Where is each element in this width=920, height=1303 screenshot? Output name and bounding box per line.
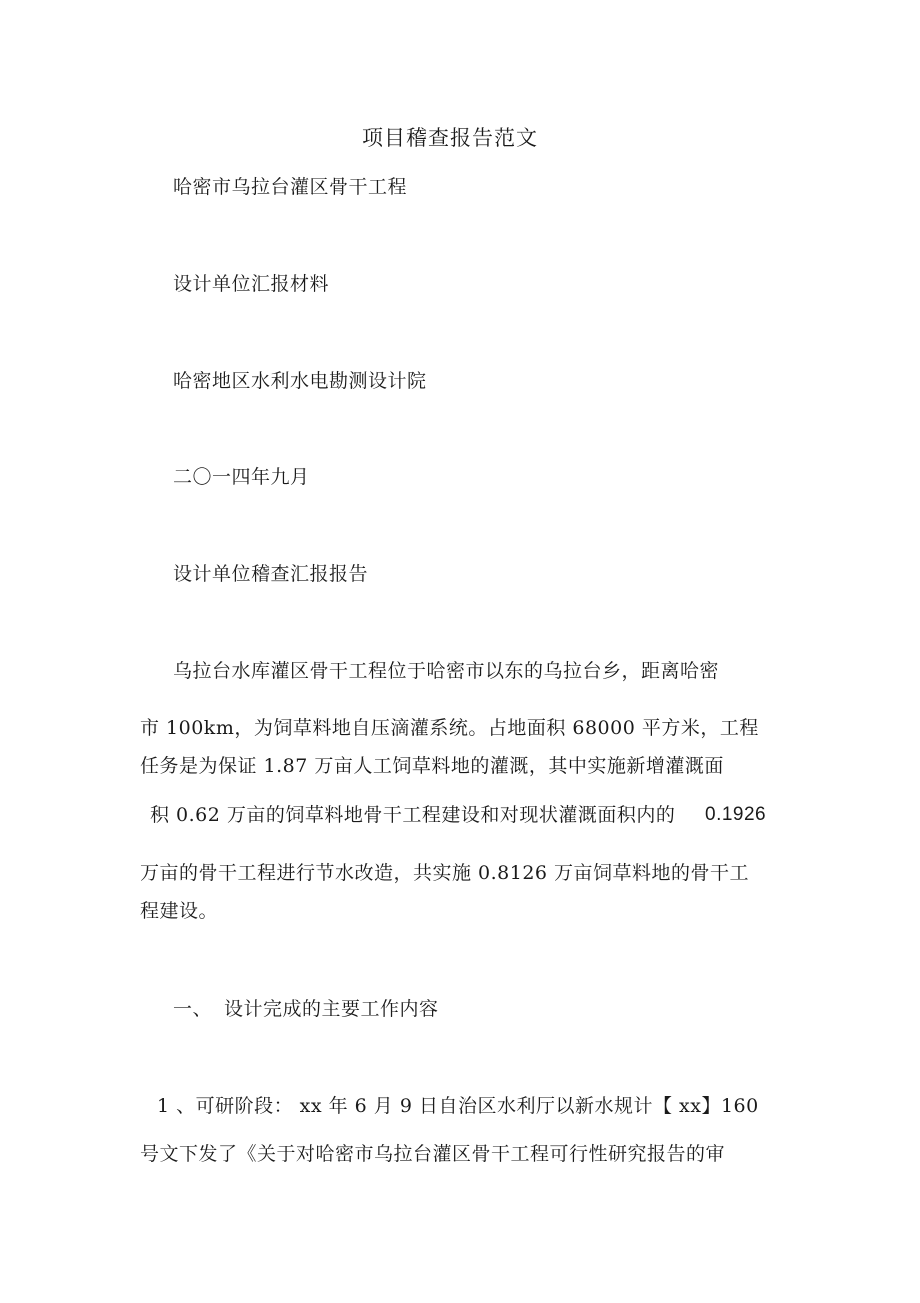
item-1-line-1: 1 、可研阶段： xx 年 6 月 9 日自治区水利厅以新水规计【 xx】160 bbox=[157, 1095, 759, 1117]
intro-line-4: 积 0.62 万亩的饲草料地骨干工程建设和对现状灌溉面积内的 bbox=[150, 804, 676, 826]
cover-organization: 哈密地区水利水电勘测设计院 bbox=[173, 370, 427, 392]
intro-line-1: 乌拉台水库灌区骨干工程位于哈密市以东的乌拉台乡，距离哈密 bbox=[173, 660, 720, 682]
intro-line-2: 市 100km，为饲草料地自压滴灌系统。占地面积 68000 平方米，工程 bbox=[140, 717, 759, 739]
cover-report-title: 设计单位稽查汇报报告 bbox=[173, 563, 369, 585]
intro-line-5: 万亩的骨干工程进行节水改造，共实施 0.8126 万亩饲草料地的骨干工 bbox=[140, 862, 750, 884]
cover-date: 二〇一四年九月 bbox=[173, 466, 310, 488]
cover-report-type: 设计单位汇报材料 bbox=[173, 273, 330, 295]
cover-project-name: 哈密市乌拉台灌区骨干工程 bbox=[173, 176, 408, 198]
intro-line-4-value: 0.1926 bbox=[705, 804, 767, 825]
intro-line-6: 程建设。 bbox=[140, 900, 219, 922]
item-1-line-2: 号文下发了《关于对哈密市乌拉台灌区骨干工程可行性研究报告的审 bbox=[140, 1143, 726, 1165]
document-title: 项目稽查报告范文 bbox=[362, 126, 538, 150]
intro-line-3: 任务是为保证 1.87 万亩人工饲草料地的灌溉，其中实施新增灌溉面 bbox=[140, 755, 724, 777]
section-1-number: 一、 bbox=[173, 998, 213, 1020]
section-1-heading: 设计完成的主要工作内容 bbox=[224, 998, 439, 1020]
